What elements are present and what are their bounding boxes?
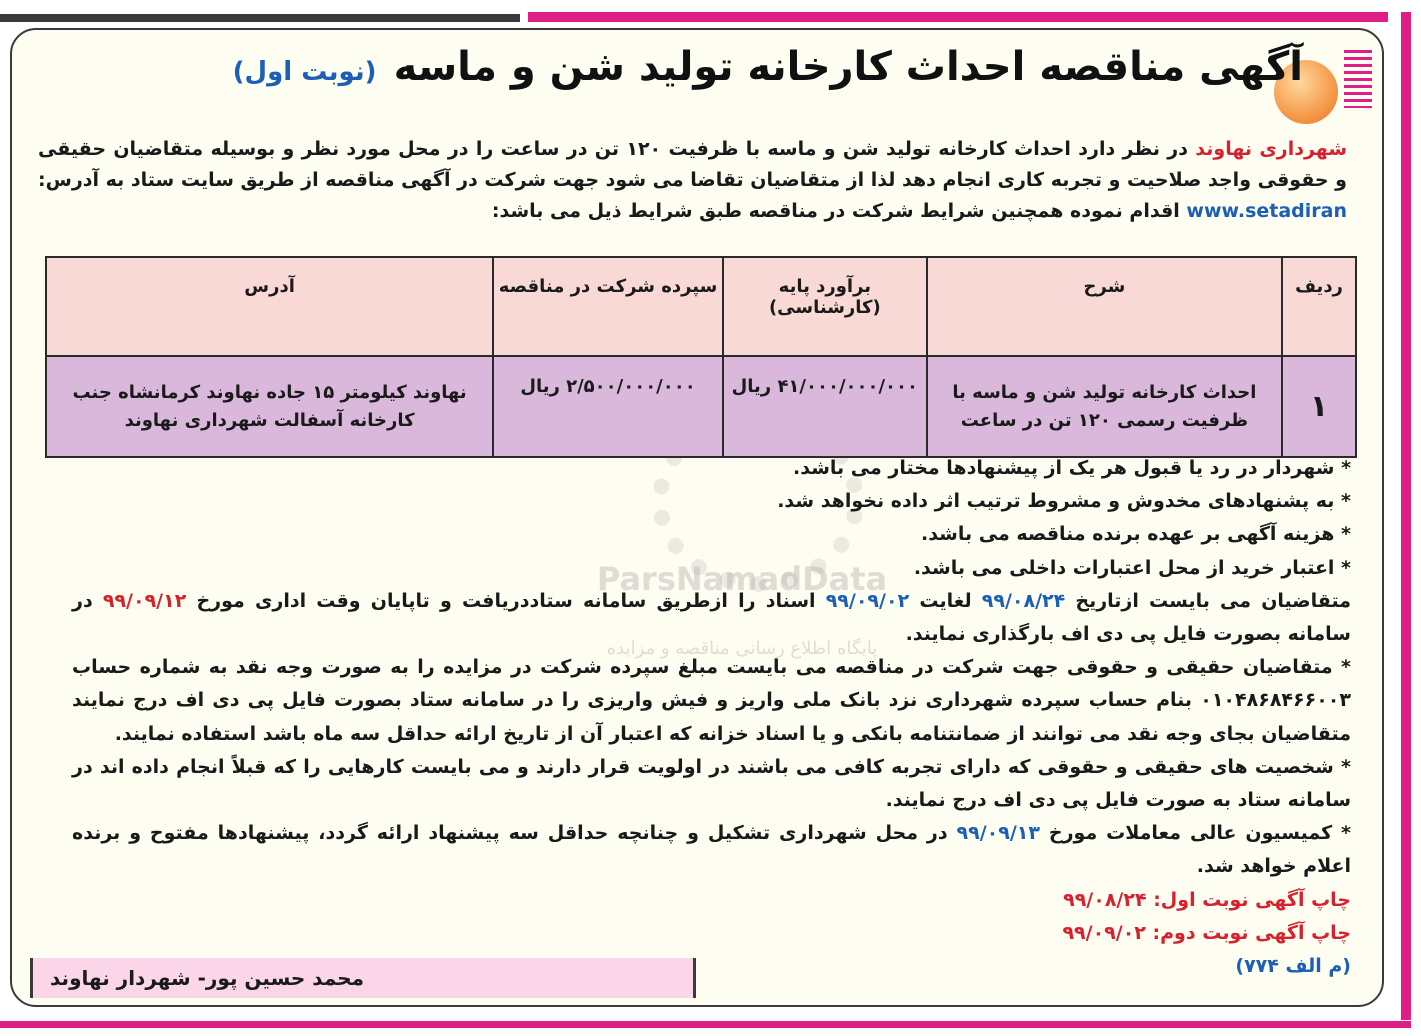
cell-description — [927, 356, 1282, 457]
top-dark-bar — [0, 14, 520, 22]
condition-5-text-a: متقاضیان می بایست ازتاریخ — [1065, 589, 1351, 612]
start-date: ۹۹/۰۸/۲۴ — [981, 589, 1066, 612]
organization-name: شهرداری نهاوند — [1195, 138, 1348, 160]
header-description: شرح — [927, 257, 1282, 356]
condition-1: * شهردار در رد یا قبول هر یک از پیشنهادها مختار می باشد. — [793, 457, 1351, 479]
cell-address-line1: نهاوند کیلومتر ۱۵ جاده نهاوند کرمانشاه جنب — [72, 381, 467, 403]
top-accent-bar — [528, 12, 1388, 22]
header-estimate-label: برآورد پایه — [778, 276, 872, 297]
condition-8 — [72, 817, 1351, 883]
cell-description-line2: ظرفیت رسمی ۱۲۰ تن در ساعت — [960, 409, 1249, 431]
page-title: آگهی مناقصه احداث کارخانه تولید شن و ماسه — [393, 44, 1303, 90]
condition-8-text-b: در محل شهرداری تشکیل و چنانچه حداقل سه پیشنهاد ارائه گردد، پیشنهادها مفتوح و برنده اعلام خواهد شد. — [72, 822, 1351, 878]
print-first-date: ۹۹/۰۸/۲۴ — [1063, 888, 1147, 911]
print-second-label: چاپ آگهی نوبت دوم: — [1145, 921, 1351, 944]
print-second — [72, 917, 1351, 950]
header-estimate — [723, 257, 927, 356]
notice-header — [233, 44, 1303, 90]
stripes-decoration — [1344, 50, 1372, 108]
condition-5-text-b: لغایت — [909, 589, 982, 612]
print-first-label: چاپ آگهی نوبت اول: — [1146, 888, 1351, 911]
watermark-brand: ParsNamadData — [596, 560, 888, 598]
condition-5-text-e: در سامانه بصورت فایل پی دی اف بارگذاری نمایند. — [72, 589, 1351, 646]
header-deposit: سپرده شرکت در مناقصه — [493, 257, 723, 356]
reference-code: (م الف ۷۷۴) — [1235, 955, 1351, 978]
condition-5 — [72, 585, 1351, 651]
intro-text-1: در نظر دارد احداث کارخانه تولید شن و ماسه با ظرفیت ۱۲۰ تن در ساعت را در محل مورد نظر و بوسیله متقاضیان حقیقی و حقوقی واجد صلاحیت و تجربه کاری انجام دهد لذا از متقاضیان تقاضا می شود جهت شرکت در آگهی مناقصه از طریق سایت ستاد به آدرس: — [38, 138, 1347, 191]
cell-deposit: ۲/۵۰۰/۰۰۰/۰۰۰ ریال — [493, 356, 723, 457]
print-first — [72, 884, 1351, 917]
condition-3: * هزینه آگهی بر عهده برنده مناقصه می باشد. — [920, 523, 1351, 546]
cell-description-line1: احداث کارخانه تولید شن و ماسه با — [952, 381, 1257, 403]
watermark-subtitle: پایگاه اطلاع رسانی مناقصه و مزایده — [606, 638, 878, 659]
conditions-section — [72, 452, 1351, 983]
condition-2: * به پشنهادهای مخدوش و مشروط ترتیب اثر داده نخواهد شد. — [777, 490, 1351, 513]
header-estimate-sub: (کارشناسی) — [768, 297, 881, 318]
deadline-date: ۹۹/۰۹/۱۲ — [102, 589, 187, 612]
table-row — [46, 356, 1356, 457]
intro-text-2: اقدام نموده همچنین شرایط شرکت در مناقصه طبق شرایط ذیل می باشد: — [491, 200, 1187, 222]
bottom-accent-bar — [0, 1021, 1411, 1028]
end-date: ۹۹/۰۹/۰۲ — [825, 589, 910, 612]
intro-paragraph — [38, 134, 1347, 227]
signature: محمد حسین پور- شهردار نهاوند — [50, 966, 365, 990]
cell-address — [46, 356, 493, 457]
condition-8-text-a: * کمیسیون عالی معاملات مورخ — [1040, 822, 1351, 845]
cell-estimate: ۴۱/۰۰۰/۰۰۰/۰۰۰ ریال — [723, 356, 927, 457]
header-row-number: ردیف — [1282, 257, 1356, 356]
right-accent-bar — [1401, 12, 1411, 1020]
condition-6: * متقاضیان حقیقی و حقوقی جهت شرکت در مناقصه می بایست مبلغ سپرده شرکت در مزایده را به صورت وجه نقد به شماره حساب ۰۱۰۴۸۶۸۴۶۶۰۰۳ بنام حساب سپرده شهرداری نزد بانک ملی واریز و فیش واریزی را در سامانه ستاد بصورت فایل پی دی اف درج نمایند متقاضیان بجای وجه نقد می توانند از ضمانتنامه بانکی و یا اسناد خزانه که اعتبار آن از تاریخ ارائه حداقل سه ماه باشد استفاده نمایند. — [72, 656, 1351, 745]
condition-7: * شخصیت های حقیقی و حقوقی که دارای تجربه کافی می باشند در اولویت قرار دارند و می بایست کارهایی را که قبلاً انجام داده اند در سامانه ستاد به صورت فایل پی دی اف درج نمایند. — [72, 755, 1351, 812]
cell-address-line2: کارخانه آسفالت شهرداری نهاوند — [124, 409, 415, 431]
condition-4: * اعتبار خرید از محل اعتبارات داخلی می باشد. — [913, 556, 1351, 579]
tender-table — [45, 256, 1357, 458]
title-tag: (نوبت اول) — [232, 57, 377, 87]
commission-date: ۹۹/۰۹/۱۳ — [956, 822, 1040, 845]
header-address: آدرس — [46, 257, 493, 356]
condition-5-text-c: اسناد را ازطریق سامانه ستاددریافت و تاپایان وقت اداری مورخ — [186, 589, 826, 612]
print-second-date: ۹۹/۰۹/۰۲ — [1062, 921, 1146, 944]
table-header-row — [46, 257, 1356, 356]
cell-row-number: ۱ — [1282, 356, 1356, 457]
website-link[interactable]: www.setadiran — [1186, 200, 1347, 222]
